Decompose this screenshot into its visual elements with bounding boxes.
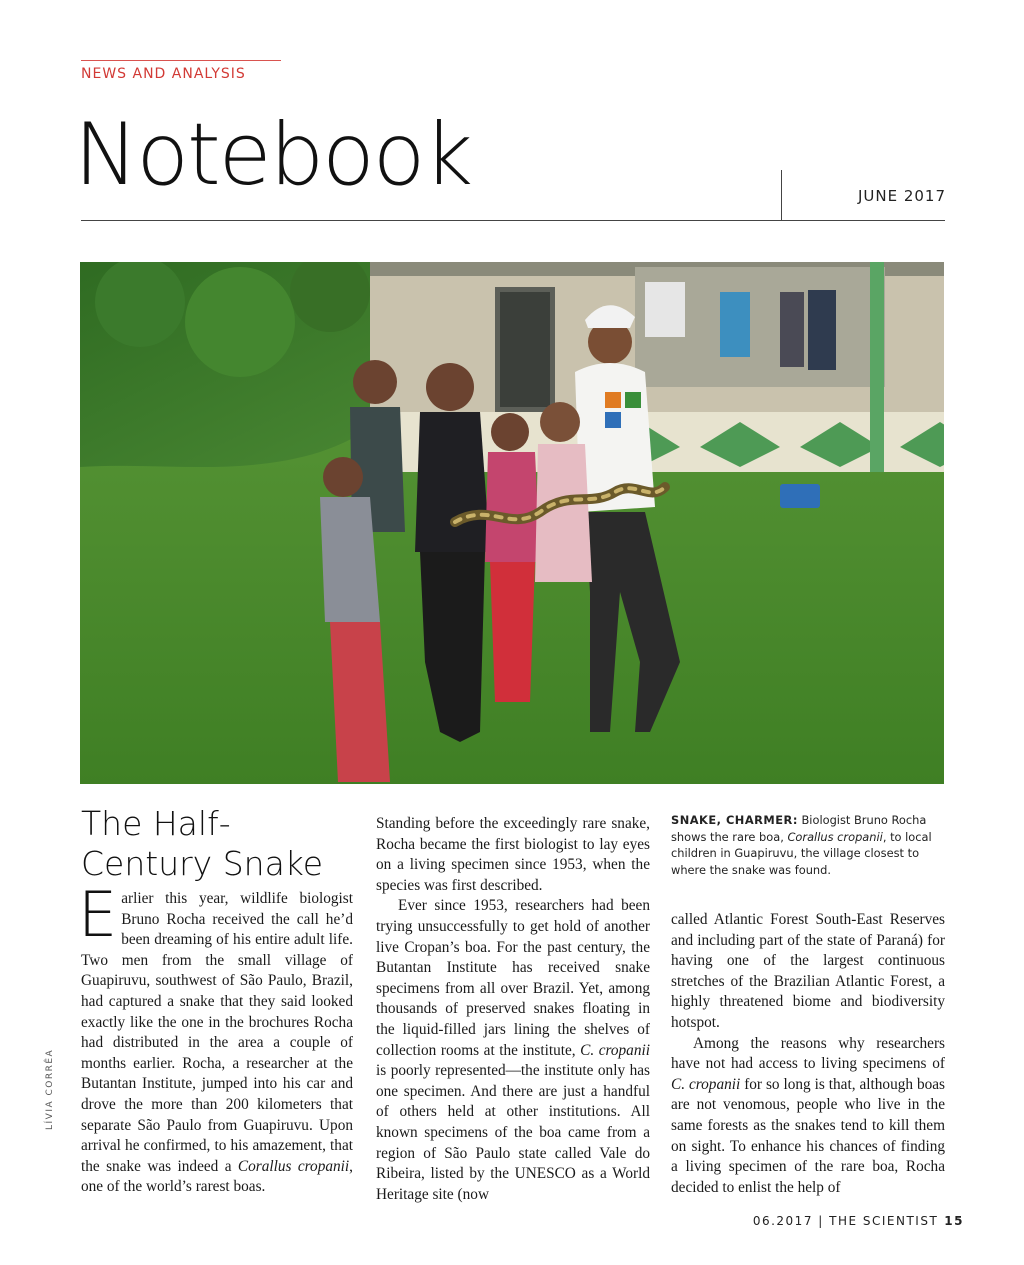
photo-caption: [671, 812, 945, 878]
paragraph-text: for so long is that, although boas are not venomous, people who live in the same forests as the snakes tend to kill them on sight. To enhance his chances of finding a living specimen of the rare boa, Rocha decided to enlist the help of: [671, 1075, 945, 1196]
species-name: Corallus cropanii: [787, 829, 883, 844]
paragraph: [671, 1034, 945, 1199]
article-headline: The Half-Century Snake: [81, 804, 324, 883]
drop-cap: E: [78, 878, 118, 951]
issue-date: JUNE 2017: [857, 187, 946, 205]
feature-photo: [80, 262, 944, 784]
caption-head: SNAKE, CHARMER:: [671, 813, 798, 827]
caption-text: , to local children in Guapiruvu, the village closest to where the snake was found.: [671, 829, 932, 877]
caption-text: Biologist Bruno Rocha shows the rare boa,: [671, 813, 927, 844]
paragraph: [376, 896, 650, 1205]
species-name: Corallus cropanii: [237, 1157, 350, 1175]
paragraph: called Atlantic Forest South-East Reserves and including part of the state of Paraná) for having one of the largest continuous stretches of the Brazilian Atlantic Forest, a highly threatened biome and biodiversity hotspot.: [671, 911, 945, 1031]
article-column-3: [671, 910, 945, 1198]
paragraph-text: Ever since 1953, researchers had been trying unsuccessfully to get hold of another live Cropan’s boa. For the past century, the Butantan Institute has received snake specimens from all over Brazil. Yet, among thousands of preserved snakes floating in the liquid-filled jars lining the shelves of collection rooms at the institute,: [376, 897, 650, 1059]
footer-text: 06.2017 | THE SCIENTIST: [752, 1214, 939, 1228]
paragraph-text: Among the reasons why researchers have not had access to living specimens of: [671, 1034, 945, 1073]
paragraph: [78, 878, 353, 1198]
masthead-rule: [81, 220, 945, 221]
section-label: NEWS AND ANALYSIS: [81, 66, 246, 82]
paragraph: Standing before the exceedingly rare snake, Rocha became the first biologist to lay eyes on a living specimen since 1953, when the species was first described.: [376, 815, 650, 894]
masthead-title: Notebook: [74, 105, 472, 205]
section-rule: [81, 60, 281, 61]
article-column-2: [376, 814, 650, 1205]
species-name: C. cropanii: [580, 1041, 650, 1059]
species-name: C. cropanii: [671, 1075, 741, 1093]
page-number: 15: [944, 1214, 964, 1228]
page-footer: [753, 1214, 964, 1228]
paragraph-text: arlier this year, wildlife biologist Bruno Rocha received the call he’d been dreaming of his entire adult life. Two men from the small village of Guapiruvu, southwest of São Paulo, Brazil, had captured a snake that they said looked exactly like the one in the brochures Rocha had distributed in the area a couple of months earlier. Rocha, a researcher at the Butantan Institute, jumped into his car and drove the more than 200 kilometers that separate São Paulo from Guapiruvu. Upon arrival he confirmed, to his amazement, that the snake was indeed a: [81, 890, 353, 1175]
paragraph-text: , one of the world’s rarest boas.: [81, 1157, 353, 1196]
article-column-1: [78, 878, 353, 1198]
paragraph-text: is poorly represented—the institute only has one specimen. And there are just a handful of others held at other institutions. All known specimens of the boa came from a region of São Paulo state called Vale do Ribeira, listed by the UNESCO as a World Heritage site (now: [376, 1062, 650, 1203]
photo-credit: LÍVIA CORRÊA: [45, 1048, 55, 1130]
masthead-divider: [781, 170, 782, 220]
